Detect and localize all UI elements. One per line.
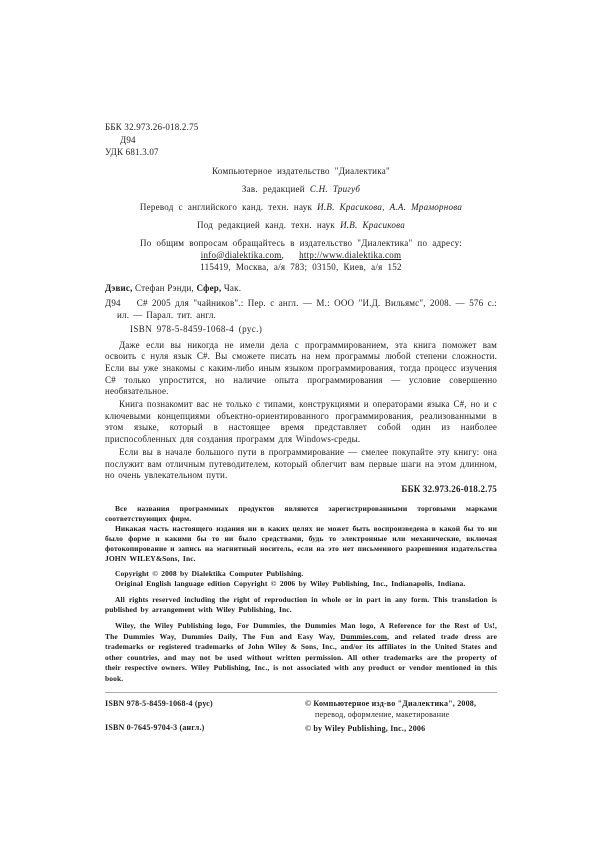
imprint-divider <box>105 692 497 693</box>
author2-surname: Сфер, <box>196 282 222 293</box>
contact-links-line <box>105 249 497 261</box>
postal-address-line: 115419, Москва, а/я 783; 03150, Киев, а/я 152 <box>200 261 402 272</box>
author1-surname: Дэвис, <box>105 282 133 293</box>
isbn-russian: ISBN 978-5-8459-1068-4 (рус) <box>105 698 213 708</box>
bbk-code: ББК 32.973.26-018.2.75 <box>105 122 199 132</box>
annotation-block <box>105 340 497 496</box>
author1-name: Стефан Рэнди, <box>132 282 197 293</box>
copyright-column <box>305 699 497 734</box>
email-link[interactable]: info@dialektika.com <box>200 249 282 260</box>
copyright-dialektika-imprint-cont: перевод, оформление, макетирование <box>315 709 450 719</box>
wiley-trademark-notice <box>105 621 497 685</box>
wiley-notice-post: , and related trade dress are trademarks or registered trademarks of John Wiley & Sons, Inc., and/or its affiliates in the United States and other countries, and may not be used without written permission. All other trademarks are the property of their respective owners. Wiley Publishing, Inc., is not associated with any product or vendor mentioned in this book. <box>105 631 497 683</box>
trademark-notice-ru: Все названия программных продуктов являются зарегистрированными торговыми марками соответствующих фирм. <box>105 503 497 523</box>
managing-editor-line <box>105 183 497 195</box>
copyright-dialektika-line: Copyright © 2008 by Dialektika Computer Publishing. <box>115 568 304 578</box>
editing-name: И.В. Красикова <box>340 219 405 230</box>
annotation-paragraph-1: Даже если вы никогда не имели дела с программированием, эта книга поможет вам освоить с нуля язык C#. Вы сможете писать на нем программы любой степени сложности. Если вы уже знакомы с каким-либо иным языком программирования, тогда процесс изучения C# только упростится, но наличие опыта программирования — условие совершенно необязательное. <box>105 339 497 397</box>
copyright-wiley-imprint: © by Wiley Publishing, Inc., 2006 <box>305 723 426 733</box>
author-sign-code: Д94 <box>120 134 136 145</box>
editing-credit-line <box>105 219 497 231</box>
reproduction-notice-ru: Никакая часть настоящего издания ни в каких целях не может быть воспроизведена в какой бы то ни было форме и какими бы то ни было средствами, будь то электронные или механические, включая фотокопирование и запись на магнитный носитель, если на это нет письменного разрешения издательства JOHN WILEY&Sons, Inc. <box>105 523 497 563</box>
author2-name: Чак. <box>221 282 242 293</box>
publisher-name: Компьютерное издательство "Диалектика" <box>212 165 390 176</box>
wiley-notice-pre: Wiley, the Wiley Publishing logo, For Dummies, the Dummies Man logo, A Reference for the Rest of Us!, The Dummies Way, Dummies Daily, The Fun and Easy Way, <box>105 621 497 641</box>
legal-block <box>105 504 497 685</box>
isbn-russian-catalog: ISBN 978-5-8459-1068-4 (рус.) <box>130 323 263 334</box>
catalog-index-code: Д94 <box>105 297 121 308</box>
copyright-dialektika-imprint: © Компьютерное изд-во "Диалектика", 2008, <box>305 698 477 708</box>
isbn-english: ISBN 0-7645-9704-3 (англ.) <box>105 722 205 732</box>
website-link[interactable]: http://www.dialektika.com <box>299 249 402 260</box>
udk-code: УДК 681.3.07 <box>105 147 159 157</box>
imprint-footer <box>105 699 497 734</box>
translation-credit-line <box>105 201 497 213</box>
catalog-block <box>105 282 497 335</box>
translators-names: И.В. Красикова, А.А. Мраморнова <box>317 201 463 212</box>
editing-prefix: Под редакцией канд. техн. наук <box>196 219 341 230</box>
contact-instruction-line: По общим вопросам обращайтесь в издательство "Диалектика" по адресу: <box>139 237 462 248</box>
classification-block <box>105 121 497 159</box>
catalog-entry-text: C# 2005 для "чайников".: Пер. с англ. — М.: ООО "И.Д. Вильямс", 2008. — 576 с.: ил. — Парал. тит. англ. <box>117 297 497 320</box>
translation-prefix: Перевод с английского канд. техн. наук <box>139 201 318 212</box>
catalog-author-line <box>105 282 497 294</box>
link-separator: , <box>281 249 285 260</box>
dummies-com-link[interactable]: Dummies.com <box>340 631 388 641</box>
managing-editor-prefix: Зав. редакцией <box>241 183 310 194</box>
imprint-content <box>105 121 497 734</box>
publisher-block <box>105 165 497 273</box>
catalog-entry <box>105 297 497 321</box>
bbk-code-right: ББК 32.973.26-018.2.75 <box>401 483 497 494</box>
annotation-paragraph-2: Книга познакомит вас не только с типами, конструкциями и операторами языка C#, но и с ключевыми концепциями объектно-ориентированного программирования, реализованными в этом языке, который в настоящее время представляет собой один из наиболее приспособленных для создания программ для Windows-среды. <box>105 399 497 445</box>
annotation-paragraph-3: Если вы в начале большого пути в программирование — смелее покупайте эту книгу: она послужит вам отличным путеводителем, который облегчит вам первые шаги на этом длинном, но очень увлекательном пути. <box>105 446 497 481</box>
managing-editor-name: С.Н. Тригуб <box>309 183 361 194</box>
copyright-original-line: Original English language edition Copyright © 2006 by Wiley Publishing, Inc., Indianapolis, Indiana. <box>115 579 466 589</box>
all-rights-notice: All rights reserved including the right of reproduction in whole or in part in any form. This translation is published by arrangement with Wiley Publishing, Inc. <box>105 594 497 615</box>
isbn-column <box>105 699 213 734</box>
